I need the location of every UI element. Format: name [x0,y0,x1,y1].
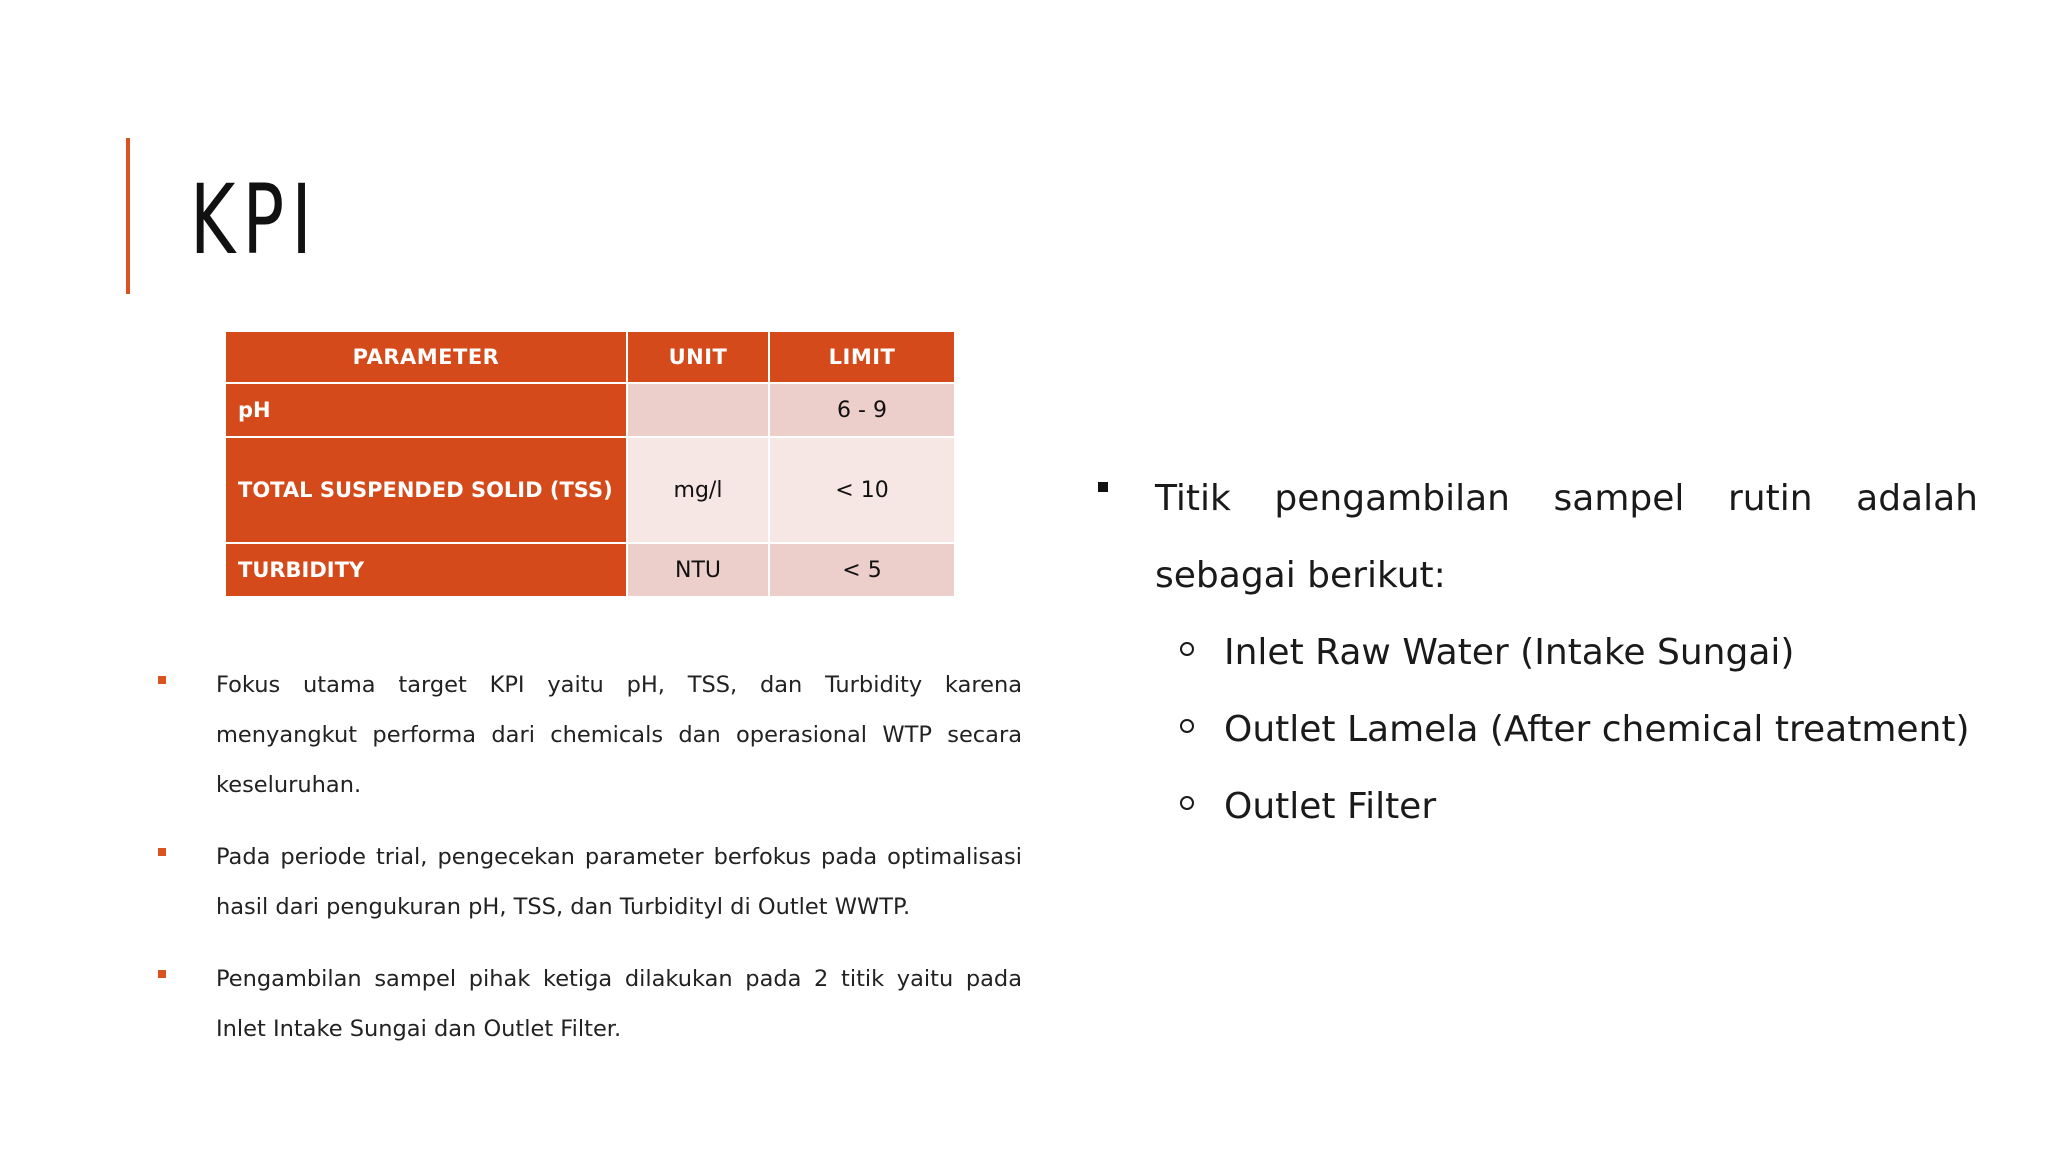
table-row-tss [226,438,954,542]
kpi-notes-list [150,660,1022,1076]
sampling-point-label: Inlet Raw Water (Intake Sungai) [1224,632,1795,673]
list-item [1098,768,1978,845]
cell-unit: mg/l [628,438,768,542]
list-item [1098,614,1978,691]
cell-limit: 6 - 9 [770,384,954,436]
circle-bullet-icon [1180,642,1194,656]
cell-parameter: pH [226,384,626,436]
cell-unit [628,384,768,436]
square-bullet-icon [1098,482,1108,492]
cell-limit: < 10 [770,438,954,542]
slide-title: KPI [190,164,319,276]
sampling-points-intro [1098,460,1978,614]
bullet-text: Fokus utama target KPI yaitu pH, TSS, dan Turbidity karena menyangkut performa dari chemicals dan operasional WTP secara keseluruhan. [216,672,1022,798]
intro-text: Titik pengambilan sampel rutin adalah sebagai berikut: [1155,478,1978,596]
sampling-point-label: Outlet Filter [1224,786,1437,827]
sampling-point-label: Outlet Lamela (After chemical treatment) [1224,709,1970,750]
list-item [150,832,1022,932]
square-bullet-icon [158,848,166,856]
table-row-ph [226,384,954,436]
list-item [150,954,1022,1054]
list-item [150,660,1022,810]
table-header-row [226,332,954,382]
square-bullet-icon [158,676,166,684]
bullet-text: Pengambilan sampel pihak ketiga dilakukan pada 2 titik yaitu pada Inlet Intake Sungai dan Outlet Filter. [216,966,1022,1042]
sampling-points-block [1098,460,1978,845]
square-bullet-icon [158,970,166,978]
title-accent-bar [126,138,130,294]
header-parameter: PARAMETER [226,332,626,382]
circle-bullet-icon [1180,796,1194,810]
bullet-text: Pada periode trial, pengecekan parameter berfokus pada optimalisasi hasil dari pengukuran pH, TSS, dan Turbidityl di Outlet WWTP. [216,844,1022,920]
cell-limit: < 5 [770,544,954,596]
list-item [1098,691,1978,768]
cell-parameter: TURBIDITY [226,544,626,596]
sampling-points-list [1098,614,1978,845]
kpi-table [224,330,956,598]
table-row-turbidity [226,544,954,596]
header-limit: LIMIT [770,332,954,382]
cell-unit: NTU [628,544,768,596]
circle-bullet-icon [1180,719,1194,733]
cell-parameter: TOTAL SUSPENDED SOLID (TSS) [226,438,626,542]
header-unit: UNIT [628,332,768,382]
